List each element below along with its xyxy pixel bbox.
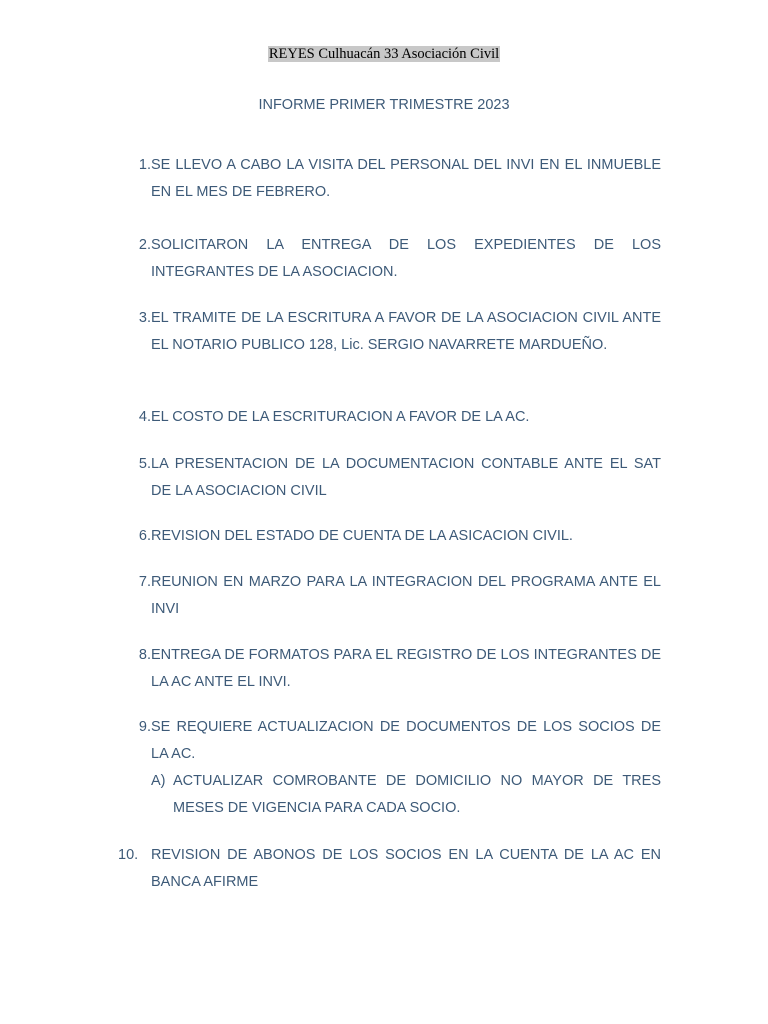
list-item-6 <box>118 523 661 550</box>
list-item-number: 10. <box>118 847 139 863</box>
list-item-7 <box>118 569 661 623</box>
list-item-number: 3. <box>138 310 151 326</box>
list-item-text: EL COSTO DE LA ESCRITURACION A FAVOR DE LA AC. <box>151 409 530 425</box>
list-item-text: REVISION DEL ESTADO DE CUENTA DE LA ASICACION CIVIL. <box>151 528 573 544</box>
list-item-text: EL TRAMITE DE LA ESCRITURA A FAVOR DE LA ASOCIACION CIVIL ANTE EL NOTARIO PUBLICO 128, Lic. SERGIO NAVARRETE MARDUEÑO. <box>151 310 661 353</box>
list-item-1 <box>118 152 661 206</box>
document-header <box>0 45 768 63</box>
list-item-10 <box>118 842 661 896</box>
list-item-number: 4. <box>138 409 151 425</box>
list-item-text: ENTREGA DE FORMATOS PARA EL REGISTRO DE LOS INTEGRANTES DE LA AC ANTE EL INVI. <box>151 647 661 690</box>
list-item-number: 2. <box>138 237 151 253</box>
list-item-number: 9. <box>138 719 151 735</box>
sub-item-a <box>151 768 661 822</box>
list-item-5 <box>118 451 661 505</box>
list-item-number: 7. <box>138 574 151 590</box>
list-item-8 <box>118 642 661 696</box>
list-item-number: 1. <box>138 157 151 173</box>
sub-item-text: ACTUALIZAR COMROBANTE DE DOMICILIO NO MAYOR DE TRES MESES DE VIGENCIA PARA CADA SOCIO. <box>173 773 661 816</box>
list-item-text: REVISION DE ABONOS DE LOS SOCIOS EN LA CUENTA DE LA AC EN BANCA AFIRME <box>151 847 661 890</box>
list-item-number: 5. <box>138 456 151 472</box>
list-item-number: 6. <box>138 528 151 544</box>
list-item-text: SOLICITARON LA ENTREGA DE LOS EXPEDIENTES DE LOS INTEGRANTES DE LA ASOCIACION. <box>151 237 661 280</box>
report-title: INFORME PRIMER TRIMESTRE 2023 <box>258 97 510 113</box>
list-item-text: REUNION EN MARZO PARA LA INTEGRACION DEL PROGRAMA ANTE EL INVI <box>151 574 661 617</box>
list-item-3 <box>118 305 661 359</box>
list-item-text: SE LLEVO A CABO LA VISITA DEL PERSONAL DEL INVI EN EL INMUEBLE EN EL MES DE FEBRERO. <box>151 157 661 200</box>
list-item-text: LA PRESENTACION DE LA DOCUMENTACION CONTABLE ANTE EL SAT DE LA ASOCIACION CIVIL <box>151 456 661 499</box>
sub-item-marker: A) <box>151 773 166 789</box>
list-item-4 <box>118 404 661 431</box>
list-item-number: 8. <box>138 647 151 663</box>
list-item-text: SE REQUIERE ACTUALIZACION DE DOCUMENTOS DE LOS SOCIOS DE LA AC. <box>151 719 661 762</box>
list-item-2 <box>118 232 661 286</box>
list-item-9 <box>118 714 661 768</box>
header-text: REYES Culhuacán 33 Asociación Civil <box>268 46 500 62</box>
